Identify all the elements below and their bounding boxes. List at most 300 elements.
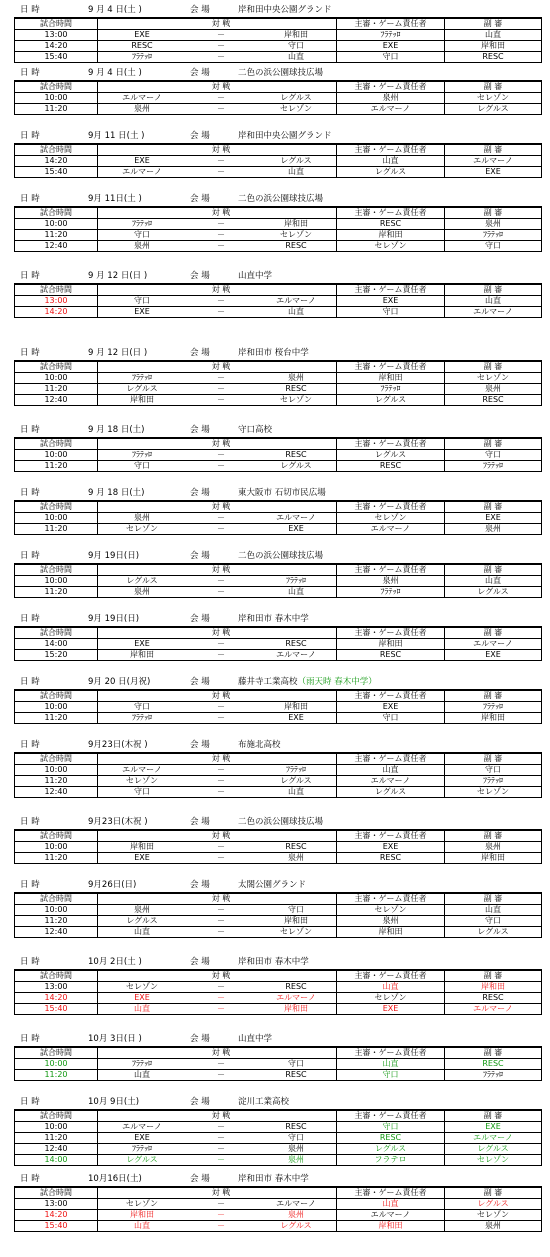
- cell-vs: －: [186, 639, 256, 650]
- table-row: [15, 1004, 542, 1015]
- table-row: [15, 982, 542, 993]
- cell-referee: RESC: [337, 853, 445, 864]
- col-header-time: 試合時間: [15, 1110, 98, 1122]
- venue-text: 淀川工業高校: [238, 1097, 290, 1107]
- cell-sub-referee: 泉州: [445, 842, 542, 853]
- table-row: [15, 30, 542, 41]
- table-header-row: [15, 284, 542, 296]
- cell-team-b: 山直: [256, 587, 337, 598]
- venue-name: [238, 192, 323, 206]
- table-header-row: [15, 501, 542, 513]
- cell-sub-referee: 山直: [445, 905, 542, 916]
- cell-referee: エルマーノ: [337, 104, 445, 115]
- venue-text: 岸和田中央公園グランド: [238, 5, 332, 15]
- col-header-taisen: 対 戦: [186, 830, 256, 842]
- col-header-taisen: 対 戦: [186, 1187, 256, 1199]
- table-row: [15, 395, 542, 406]
- cell-referee: EXE: [337, 41, 445, 52]
- kaijo-label: 会 場: [190, 1174, 210, 1184]
- cell-time: 10:00: [15, 1122, 98, 1133]
- cell-vs: －: [186, 1122, 256, 1133]
- table-header-row: [15, 970, 542, 982]
- cell-time: 13:00: [15, 982, 98, 993]
- cell-team-a: 岸和田: [98, 650, 187, 661]
- cell-team-b: セレゾン: [256, 104, 337, 115]
- cell-team-b: 岸和田: [256, 219, 337, 230]
- table-row: [15, 993, 542, 1004]
- cell-referee: EXE: [337, 1004, 445, 1015]
- cell-team-a: EXE: [98, 30, 187, 41]
- col-header-referee: 主審・ゲーム責任者: [337, 144, 445, 156]
- cell-sub-referee: 泉州: [445, 1221, 542, 1232]
- cell-team-a: 泉州: [98, 513, 187, 524]
- table-header-row: [15, 1187, 542, 1199]
- cell-referee: 山直: [337, 156, 445, 167]
- col-header-time: 試合時間: [15, 361, 98, 373]
- cell-team-a: セレゾン: [98, 776, 187, 787]
- match-date: 10月 2日(土 ): [88, 957, 142, 967]
- match-table: [14, 689, 542, 724]
- col-header-referee: 主審・ゲーム責任者: [337, 970, 445, 982]
- cell-vs: －: [186, 1059, 256, 1070]
- venue-name: [238, 423, 272, 437]
- col-header-referee: 主審・ゲーム責任者: [337, 753, 445, 765]
- cell-vs: －: [186, 373, 256, 384]
- cell-team-a: 山直: [98, 927, 187, 938]
- table-row: [15, 916, 542, 927]
- cell-time: 14:20: [15, 307, 98, 318]
- match-table: [14, 563, 542, 598]
- col-header-sub: 副 審: [445, 893, 542, 905]
- cell-team-a: 守口: [98, 296, 187, 307]
- match-date: 9 月 12 日(日 ): [88, 271, 148, 281]
- table-row: [15, 1210, 542, 1221]
- cell-referee: エルマーノ: [337, 524, 445, 535]
- table-header-row: [15, 830, 542, 842]
- cell-sub-referee: 岸和田: [445, 713, 542, 724]
- venue-text: 山直中学: [238, 271, 273, 281]
- schedule-block: [0, 955, 550, 1021]
- cell-sub-referee: エルマーノ: [445, 1133, 542, 1144]
- col-header-taisen-right: [256, 1187, 337, 1199]
- table-row: [15, 650, 542, 661]
- cell-vs: －: [186, 307, 256, 318]
- col-header-taisen: 対 戦: [186, 18, 256, 30]
- cell-sub-referee: 山直: [445, 296, 542, 307]
- cell-sub-referee: ﾌﾗﾃｯﾛ: [445, 1070, 542, 1081]
- cell-referee: フラテロ: [337, 1155, 445, 1166]
- col-header-sub: 副 審: [445, 284, 542, 296]
- schedule-block: [0, 738, 550, 804]
- venue-name: [238, 269, 272, 283]
- nichiji-label: 日 時: [20, 1034, 40, 1044]
- kaijo-label: 会 場: [190, 740, 210, 750]
- table-header-row: [15, 564, 542, 576]
- cell-team-a: 守口: [98, 230, 187, 241]
- match-table: [14, 80, 542, 115]
- cell-sub-referee: セレゾン: [445, 373, 542, 384]
- col-header-time: 試合時間: [15, 438, 98, 450]
- table-row: [15, 52, 542, 63]
- table-row: [15, 713, 542, 724]
- cell-team-b: RESC: [256, 842, 337, 853]
- cell-team-a: ﾌﾗﾃｯﾛ: [98, 373, 187, 384]
- cell-referee: RESC: [337, 461, 445, 472]
- cell-team-a: エルマーノ: [98, 1122, 187, 1133]
- cell-sub-referee: EXE: [445, 650, 542, 661]
- col-header-taisen: 対 戦: [186, 438, 256, 450]
- col-header-taisen: 対 戦: [186, 753, 256, 765]
- cell-vs: －: [186, 395, 256, 406]
- col-header-taisen-left: [98, 753, 187, 765]
- col-header-time: 試合時間: [15, 690, 98, 702]
- schedule-block: [0, 192, 550, 258]
- table-header-row: [15, 1110, 542, 1122]
- block-header: [0, 192, 550, 206]
- cell-team-b: セレゾン: [256, 230, 337, 241]
- table-row: [15, 1199, 542, 1210]
- cell-referee: 泉州: [337, 916, 445, 927]
- schedule-block: [0, 549, 550, 615]
- cell-team-b: 岸和田: [256, 30, 337, 41]
- match-table: [14, 206, 542, 252]
- cell-time: 11:20: [15, 104, 98, 115]
- cell-team-b: レグルス: [256, 1221, 337, 1232]
- cell-sub-referee: エルマーノ: [445, 639, 542, 650]
- block-header: [0, 129, 550, 143]
- table-row: [15, 576, 542, 587]
- cell-team-a: 泉州: [98, 905, 187, 916]
- cell-sub-referee: RESC: [445, 395, 542, 406]
- cell-sub-referee: レグルス: [445, 104, 542, 115]
- cell-sub-referee: ﾌﾗﾃｯﾛ: [445, 230, 542, 241]
- table-row: [15, 1070, 542, 1081]
- col-header-referee: 主審・ゲーム責任者: [337, 1047, 445, 1059]
- col-header-taisen: 対 戦: [186, 207, 256, 219]
- col-header-taisen-right: [256, 284, 337, 296]
- col-header-sub: 副 審: [445, 1047, 542, 1059]
- cell-referee: レグルス: [337, 395, 445, 406]
- cell-referee: ﾌﾗﾃｯﾛ: [337, 384, 445, 395]
- col-header-sub: 副 審: [445, 1187, 542, 1199]
- cell-time: 11:20: [15, 461, 98, 472]
- cell-time: 12:40: [15, 927, 98, 938]
- match-date: 9月 20 日(月祝): [88, 677, 151, 687]
- cell-sub-referee: RESC: [445, 52, 542, 63]
- cell-vs: －: [186, 230, 256, 241]
- schedule-block: [0, 1172, 550, 1238]
- table-row: [15, 776, 542, 787]
- cell-vs: －: [186, 650, 256, 661]
- venue-note: （雨天時 春木中学）: [297, 677, 377, 687]
- cell-team-b: セレゾン: [256, 927, 337, 938]
- cell-vs: －: [186, 1004, 256, 1015]
- col-header-time: 試合時間: [15, 18, 98, 30]
- cell-team-a: ﾌﾗﾃｯﾛ: [98, 52, 187, 63]
- col-header-sub: 副 審: [445, 690, 542, 702]
- table-row: [15, 513, 542, 524]
- table-row: [15, 587, 542, 598]
- cell-team-a: セレゾン: [98, 524, 187, 535]
- cell-team-b: エルマーノ: [256, 650, 337, 661]
- cell-time: 11:20: [15, 230, 98, 241]
- table-row: [15, 1059, 542, 1070]
- venue-text: 岸和田市 春木中学: [238, 957, 309, 967]
- venue-text: 岸和田市 桜台中学: [238, 348, 309, 358]
- cell-team-b: エルマーノ: [256, 1199, 337, 1210]
- table-row: [15, 702, 542, 713]
- col-header-time: 試合時間: [15, 564, 98, 576]
- cell-referee: 岸和田: [337, 927, 445, 938]
- cell-team-a: ﾌﾗﾃｯﾛ: [98, 219, 187, 230]
- cell-team-a: エルマーノ: [98, 765, 187, 776]
- table-header-row: [15, 438, 542, 450]
- nichiji-label: 日 時: [20, 880, 40, 890]
- kaijo-label: 会 場: [190, 957, 210, 967]
- col-header-taisen: 対 戦: [186, 361, 256, 373]
- cell-time: 11:20: [15, 853, 98, 864]
- cell-referee: 山直: [337, 1059, 445, 1070]
- cell-vs: －: [186, 241, 256, 252]
- col-header-time: 試合時間: [15, 830, 98, 842]
- cell-sub-referee: レグルス: [445, 927, 542, 938]
- cell-time: 11:20: [15, 384, 98, 395]
- venue-name: [238, 1095, 289, 1109]
- kaijo-label: 会 場: [190, 551, 210, 561]
- col-header-taisen-right: [256, 1047, 337, 1059]
- col-header-taisen: 対 戦: [186, 1047, 256, 1059]
- match-table: [14, 892, 542, 938]
- col-header-taisen-left: [98, 438, 187, 450]
- col-header-taisen: 対 戦: [186, 564, 256, 576]
- block-header: [0, 346, 550, 360]
- cell-time: 14:00: [15, 1155, 98, 1166]
- schedule-block: [0, 66, 550, 132]
- cell-time: 10:00: [15, 219, 98, 230]
- cell-referee: 泉州: [337, 576, 445, 587]
- cell-team-b: 泉州: [256, 853, 337, 864]
- schedule-block: [0, 815, 550, 881]
- schedule-block: [0, 346, 550, 412]
- match-date: 10月16日(土): [88, 1174, 142, 1184]
- cell-referee: 岸和田: [337, 639, 445, 650]
- cell-referee: 守口: [337, 1122, 445, 1133]
- cell-time: 14:20: [15, 993, 98, 1004]
- match-table: [14, 829, 542, 864]
- col-header-time: 試合時間: [15, 1187, 98, 1199]
- venue-name: [238, 129, 332, 143]
- cell-referee: レグルス: [337, 167, 445, 178]
- col-header-referee: 主審・ゲーム責任者: [337, 361, 445, 373]
- table-row: [15, 373, 542, 384]
- col-header-sub: 副 審: [445, 564, 542, 576]
- cell-vs: －: [186, 1210, 256, 1221]
- cell-team-b: ﾌﾗﾃｯﾛ: [256, 576, 337, 587]
- venue-text: 布施北高校: [238, 740, 281, 750]
- kaijo-label: 会 場: [190, 488, 210, 498]
- kaijo-label: 会 場: [190, 271, 210, 281]
- cell-vs: －: [186, 1155, 256, 1166]
- cell-sub-referee: EXE: [445, 1122, 542, 1133]
- cell-team-a: レグルス: [98, 384, 187, 395]
- match-date: 9月 11日(土 ): [88, 194, 142, 204]
- col-header-time: 試合時間: [15, 893, 98, 905]
- cell-team-b: EXE: [256, 713, 337, 724]
- cell-team-a: 岸和田: [98, 842, 187, 853]
- cell-sub-referee: 守口: [445, 765, 542, 776]
- match-date: 10月 3日(日 ): [88, 1034, 142, 1044]
- cell-referee: 岸和田: [337, 373, 445, 384]
- cell-sub-referee: レグルス: [445, 1199, 542, 1210]
- cell-team-b: 泉州: [256, 1144, 337, 1155]
- cell-time: 13:00: [15, 1199, 98, 1210]
- col-header-sub: 副 審: [445, 18, 542, 30]
- cell-time: 10:00: [15, 450, 98, 461]
- kaijo-label: 会 場: [190, 348, 210, 358]
- nichiji-label: 日 時: [20, 488, 40, 498]
- table-row: [15, 853, 542, 864]
- nichiji-label: 日 時: [20, 194, 40, 204]
- block-header: [0, 3, 550, 17]
- venue-name: [238, 675, 377, 689]
- col-header-time: 試合時間: [15, 1047, 98, 1059]
- col-header-time: 試合時間: [15, 501, 98, 513]
- nichiji-label: 日 時: [20, 348, 40, 358]
- cell-team-a: 守口: [98, 461, 187, 472]
- col-header-referee: 主審・ゲーム責任者: [337, 18, 445, 30]
- match-table: [14, 143, 542, 178]
- nichiji-label: 日 時: [20, 740, 40, 750]
- match-table: [14, 626, 542, 661]
- cell-time: 15:20: [15, 650, 98, 661]
- cell-sub-referee: EXE: [445, 167, 542, 178]
- cell-referee: 守口: [337, 713, 445, 724]
- cell-team-a: EXE: [98, 639, 187, 650]
- nichiji-label: 日 時: [20, 131, 40, 141]
- match-table: [14, 1109, 542, 1166]
- cell-team-a: EXE: [98, 853, 187, 864]
- col-header-taisen: 対 戦: [186, 627, 256, 639]
- cell-referee: ﾌﾗﾃｯﾛ: [337, 30, 445, 41]
- venue-text: 二色の浜公園球技広場: [238, 68, 324, 78]
- match-table: [14, 969, 542, 1015]
- cell-referee: セレゾン: [337, 241, 445, 252]
- block-header: [0, 269, 550, 283]
- col-header-taisen-left: [98, 284, 187, 296]
- table-header-row: [15, 144, 542, 156]
- match-date: 9 月 12 日(日 ): [88, 348, 148, 358]
- cell-team-b: RESC: [256, 982, 337, 993]
- cell-team-b: EXE: [256, 524, 337, 535]
- block-header: [0, 815, 550, 829]
- cell-sub-referee: ﾌﾗﾃｯﾛ: [445, 461, 542, 472]
- schedule-block: [0, 269, 550, 335]
- col-header-time: 試合時間: [15, 144, 98, 156]
- table-row: [15, 156, 542, 167]
- cell-team-a: セレゾン: [98, 982, 187, 993]
- col-header-sub: 副 審: [445, 970, 542, 982]
- col-header-taisen-left: [98, 207, 187, 219]
- cell-sub-referee: セレゾン: [445, 787, 542, 798]
- cell-sub-referee: 山直: [445, 576, 542, 587]
- cell-sub-referee: ﾌﾗﾃｯﾛ: [445, 702, 542, 713]
- col-header-taisen-left: [98, 18, 187, 30]
- cell-team-a: EXE: [98, 307, 187, 318]
- table-row: [15, 104, 542, 115]
- cell-team-a: 泉州: [98, 587, 187, 598]
- block-header: [0, 675, 550, 689]
- table-row: [15, 927, 542, 938]
- table-row: [15, 1133, 542, 1144]
- cell-sub-referee: 泉州: [445, 524, 542, 535]
- cell-sub-referee: エルマーノ: [445, 1004, 542, 1015]
- cell-vs: －: [186, 41, 256, 52]
- table-header-row: [15, 690, 542, 702]
- cell-time: 11:20: [15, 1070, 98, 1081]
- col-header-taisen-right: [256, 690, 337, 702]
- cell-team-b: RESC: [256, 1122, 337, 1133]
- schedule-block: [0, 612, 550, 678]
- table-row: [15, 230, 542, 241]
- table-row: [15, 905, 542, 916]
- match-date: 9 月 18 日(土): [88, 425, 145, 435]
- cell-sub-referee: 泉州: [445, 384, 542, 395]
- cell-team-a: 泉州: [98, 104, 187, 115]
- match-table: [14, 1186, 542, 1232]
- col-header-taisen-right: [256, 501, 337, 513]
- col-header-time: 試合時間: [15, 753, 98, 765]
- match-date: 9 月 18 日(土): [88, 488, 145, 498]
- cell-sub-referee: 泉州: [445, 219, 542, 230]
- cell-sub-referee: セレゾン: [445, 1210, 542, 1221]
- cell-vs: －: [186, 587, 256, 598]
- cell-time: 10:00: [15, 905, 98, 916]
- cell-team-b: RESC: [256, 1070, 337, 1081]
- table-row: [15, 384, 542, 395]
- col-header-sub: 副 審: [445, 361, 542, 373]
- col-header-sub: 副 審: [445, 753, 542, 765]
- cell-referee: EXE: [337, 296, 445, 307]
- col-header-taisen-right: [256, 361, 337, 373]
- nichiji-label: 日 時: [20, 614, 40, 624]
- table-header-row: [15, 1047, 542, 1059]
- nichiji-label: 日 時: [20, 817, 40, 827]
- schedule-block: [0, 1032, 550, 1098]
- match-table: [14, 752, 542, 798]
- cell-team-a: 山直: [98, 1004, 187, 1015]
- match-table: [14, 283, 542, 318]
- cell-vs: －: [186, 384, 256, 395]
- cell-sub-referee: RESC: [445, 993, 542, 1004]
- cell-team-b: セレゾン: [256, 395, 337, 406]
- col-header-referee: 主審・ゲーム責任者: [337, 1187, 445, 1199]
- cell-time: 11:20: [15, 1133, 98, 1144]
- col-header-taisen-left: [98, 1047, 187, 1059]
- cell-team-a: EXE: [98, 993, 187, 1004]
- cell-time: 15:40: [15, 1221, 98, 1232]
- col-header-referee: 主審・ゲーム責任者: [337, 438, 445, 450]
- col-header-referee: 主審・ゲーム責任者: [337, 564, 445, 576]
- cell-vs: －: [186, 156, 256, 167]
- col-header-time: 試合時間: [15, 207, 98, 219]
- cell-team-b: 山直: [256, 52, 337, 63]
- cell-sub-referee: 守口: [445, 916, 542, 927]
- cell-team-b: 泉州: [256, 1155, 337, 1166]
- cell-vs: －: [186, 1144, 256, 1155]
- col-header-taisen-left: [98, 627, 187, 639]
- cell-sub-referee: セレゾン: [445, 93, 542, 104]
- table-row: [15, 765, 542, 776]
